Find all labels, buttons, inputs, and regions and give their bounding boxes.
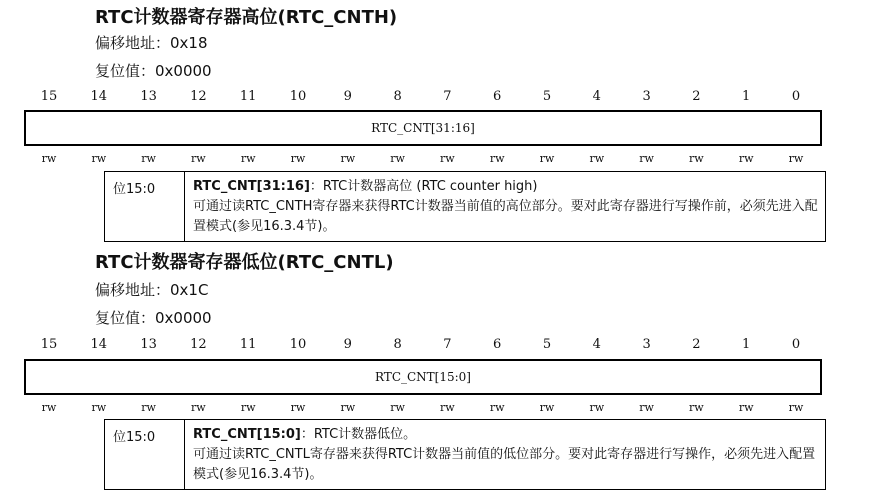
desc-text-cnth: 可通过读RTC_CNTH寄存器来获得RTC计数器当前值的高位部分。要对此寄存器进行写操作前，必须先进入配置模式(参见16.3.4节)。 bbox=[193, 199, 818, 234]
desc-heading-cntl bbox=[193, 425, 825, 445]
bit-number: 7 bbox=[443, 89, 452, 104]
desc-body-cnth bbox=[185, 172, 825, 241]
reset-value-cntl: 复位值：0x0000 bbox=[95, 309, 212, 327]
desc-heading-cnth bbox=[193, 177, 825, 197]
bit-number: 0 bbox=[791, 337, 801, 352]
register-title-cnth: RTC计数器寄存器高位(RTC_CNTH) bbox=[95, 7, 398, 28]
access-type: rw bbox=[340, 401, 356, 414]
bit-number: 12 bbox=[190, 337, 207, 352]
bit-number: 7 bbox=[443, 337, 452, 352]
access-type: rw bbox=[41, 401, 57, 414]
bit-number: 13 bbox=[140, 337, 157, 352]
access-type: rw bbox=[440, 152, 455, 165]
access-type: rw bbox=[390, 401, 405, 414]
access-type: rw bbox=[689, 401, 704, 414]
bit-number: 3 bbox=[642, 89, 651, 104]
desc-summary-cntl: ：RTC计数器低位。 bbox=[300, 427, 417, 442]
offset-address-cntl: 偏移地址：0x1C bbox=[95, 281, 209, 299]
field-description-cnth bbox=[104, 171, 826, 242]
bit-number: 10 bbox=[289, 89, 307, 104]
access-type: rw bbox=[489, 401, 505, 414]
access-type: rw bbox=[440, 401, 455, 414]
desc-field-name-cnth: RTC_CNT[31:16] bbox=[193, 179, 310, 194]
register-field-cntl: RTC_CNT[15:0] bbox=[24, 359, 822, 395]
bit-number: 1 bbox=[742, 89, 751, 104]
bit-number: 14 bbox=[90, 337, 108, 352]
access-type: rw bbox=[240, 401, 256, 414]
access-type: rw bbox=[191, 152, 206, 165]
bit-number: 6 bbox=[493, 89, 502, 104]
access-type: rw bbox=[589, 401, 605, 414]
register-field-cnth: RTC_CNT[31:16] bbox=[24, 110, 822, 146]
access-type: rw bbox=[589, 152, 605, 165]
bit-number: 13 bbox=[140, 89, 157, 104]
bit-number: 11 bbox=[239, 89, 257, 104]
bit-number: 9 bbox=[343, 89, 352, 104]
bit-number: 14 bbox=[90, 89, 108, 104]
bit-number: 1 bbox=[742, 337, 751, 352]
desc-field-name-cntl: RTC_CNT[15:0] bbox=[193, 427, 301, 442]
register-title-cntl: RTC计数器寄存器低位(RTC_CNTL) bbox=[95, 252, 394, 273]
desc-bit-range-cnth: 位15:0 bbox=[105, 172, 185, 241]
desc-bit-range-cntl: 位15:0 bbox=[105, 420, 185, 489]
access-type: rw bbox=[41, 152, 57, 165]
bit-number: 0 bbox=[791, 89, 801, 104]
desc-summary-cnth: ：RTC计数器高位 (RTC counter high) bbox=[309, 179, 538, 194]
reset-value-cnth: 复位值：0x0000 bbox=[95, 62, 212, 80]
bit-number: 2 bbox=[692, 337, 701, 352]
bit-number: 11 bbox=[239, 337, 257, 352]
bit-number: 5 bbox=[542, 89, 552, 104]
access-type: rw bbox=[290, 401, 306, 414]
access-type: rw bbox=[489, 152, 505, 165]
access-type: rw bbox=[191, 401, 206, 414]
bit-number: 12 bbox=[190, 89, 207, 104]
bit-number: 9 bbox=[343, 337, 352, 352]
access-type: rw bbox=[539, 152, 555, 165]
access-type: rw bbox=[639, 152, 654, 165]
bit-number: 4 bbox=[592, 337, 601, 352]
access-type: rw bbox=[390, 152, 405, 165]
bit-number: 5 bbox=[542, 337, 552, 352]
access-type: rw bbox=[141, 152, 156, 165]
access-type: rw bbox=[788, 401, 804, 414]
access-type: rw bbox=[639, 401, 654, 414]
bit-number: 8 bbox=[393, 337, 402, 352]
bit-number: 3 bbox=[642, 337, 651, 352]
access-type: rw bbox=[738, 152, 754, 165]
offset-address-cnth: 偏移地址：0x18 bbox=[95, 34, 208, 52]
access-type: rw bbox=[738, 401, 754, 414]
access-type: rw bbox=[788, 152, 804, 165]
bit-number: 4 bbox=[592, 89, 601, 104]
bit-number: 15 bbox=[40, 89, 58, 104]
bit-number: 10 bbox=[289, 337, 307, 352]
bit-number: 15 bbox=[40, 337, 58, 352]
desc-body-cntl bbox=[185, 420, 825, 489]
desc-text-cntl: 可通过读RTC_CNTL寄存器来获得RTC计数器当前值的低位部分。要对此寄存器进行写操作，必须先进入配置模式(参见16.3.4节)。 bbox=[193, 447, 816, 482]
field-description-cntl bbox=[104, 419, 826, 490]
access-type: rw bbox=[240, 152, 256, 165]
bit-number: 6 bbox=[493, 337, 502, 352]
access-type: rw bbox=[141, 401, 156, 414]
access-type: rw bbox=[340, 152, 356, 165]
access-type: rw bbox=[689, 152, 704, 165]
bit-number: 8 bbox=[393, 89, 402, 104]
access-type: rw bbox=[91, 152, 107, 165]
access-type: rw bbox=[539, 401, 555, 414]
bit-number: 2 bbox=[692, 89, 701, 104]
access-type: rw bbox=[91, 401, 107, 414]
access-type: rw bbox=[290, 152, 306, 165]
